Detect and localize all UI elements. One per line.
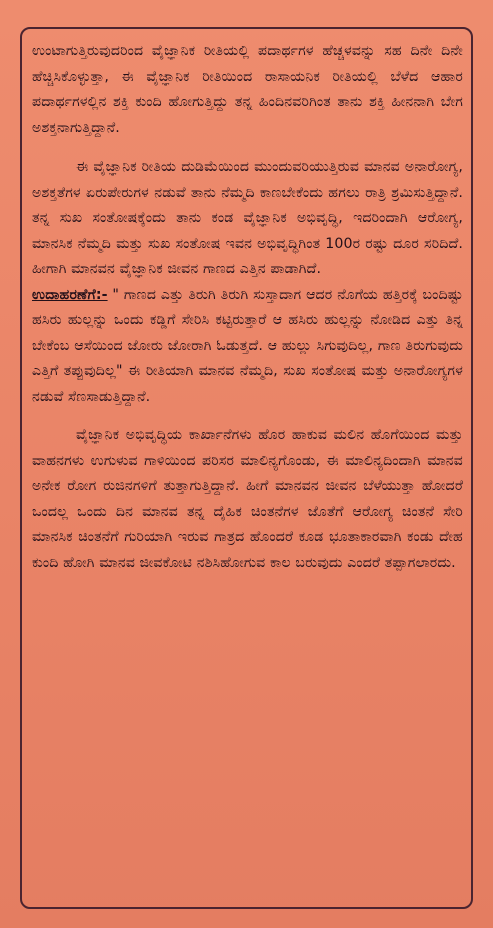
paragraph-2-text: ಈ ವೈಜ್ಞಾನಿಕ ರೀತಿಯ ದುಡಿಮೆಯಿಂದ ಮುಂದುವರಿಯುತ್ತಿರುವ ಮಾನವ ಅನಾರೋಗ್ಯ, ಅಶಕ್ತತೆಗಳ ಏರುಪೇರುಗಳ ನಡುವೆ ತಾನು ನೆಮ್ಮದಿ ಕಾಣಬೇಕೆಂದು ಹಗಲು ರಾತ್ರಿ ಶ್ರಮಿಸುತ್ತಿದ್ದಾನೆ. ತನ್ನ ಸುಖ ಸಂತೋಷಕ್ಕೆಂದು ತಾನು ಕಂಡ ವೈಜ್ಞಾನಿಕ ಅಭಿವೃದ್ಧಿ, ಇದರಿಂದಾಗಿ ಆರೋಗ್ಯ, ಮಾನಸಿಕ ನೆಮ್ಮದಿ ಮತ್ತು ಸುಖ ಸಂತೋಷ ಇವನ ಅಭಿವೃದ್ಧಿಗಿಂತ 100ರ ರಷ್ಟು ದೂರ ಸರಿದಿದೆ. ಹೀಗಾಗಿ ಮಾನವನ ವೈಜ್ಞಾನಿಕ ಜೀವನ ಗಾಣದ ಎತ್ತಿನ ಪಾಡಾಗಿದೆ.	[32, 159, 463, 277]
paragraph-4-text: ವೈಜ್ಞಾನಿಕ ಅಭಿವೃದ್ಧಿಯ ಕಾರ್ಖಾನೆಗಳು ಹೊರ ಹಾಕುವ ಮಲಿನ ಹೊಗೆಯಿಂದ ಮತ್ತು ವಾಹನಗಳು ಉಗುಳುವ ಗಾಳಿಯಿಂದ ಪರಿಸರ ಮಾಲಿನ್ಯಗೊಂಡು, ಈ ಮಾಲಿನ್ಯದಿಂದಾಗಿ ಮಾನವ ಅನೇಕ ರೋಗ ರುಜಿನಗಳಿಗೆ ತುತ್ತಾಗುತ್ತಿದ್ದಾನೆ. ಹೀಗೆ ಮಾನವನ ಜೀವನ ಬೆಳೆಯುತ್ತಾ ಹೋದರೆ ಒಂದಲ್ಲ ಒಂದು ದಿನ ಮಾನವ ತನ್ನ ದೈಹಿಕ ಚಿಂತನೆಗಳ ಜೊತೆಗೆ ಆರೋಗ್ಯ ಚಿಂತನೆ ಸೇರಿ ಮಾನಸಿಕ ಚಿಂತನೆಗೆ ಗುರಿಯಾಗಿ ಇರುವ ಗಾತ್ರದ ಹೊಂದರೆ ಕೂಡ ಭೂತಾಕಾರವಾಗಿ ಕಂಡು ದೇಹ ಕುಂದಿ ಹೋಗಿ ಮಾನವ ಜೀವಕೋಟಿ ನಶಿಸಿಹೋಗುವ ಕಾಲ ಬರುವುದು ಎಂದರೆ ತಪ್ಪಾಗಲಾರದು.	[32, 427, 463, 571]
paragraph-2	[32, 155, 463, 283]
paragraph-1-text: ಉಂಟಾಗುತ್ತಿರುವುದರಿಂದ ವೈಜ್ಞಾನಿಕ ರೀತಿಯಲ್ಲಿ ಪದಾರ್ಥಗಳ ಹೆಚ್ಚಳವನ್ನು ಸಹ ದಿನೇ ದಿನೇ ಹೆಚ್ಚಿಸಿಕೊಳ್ಳುತ್ತಾ, ಈ ವೈಜ್ಞಾನಿಕ ರೀತಿಯಿಂದ ರಾಸಾಯನಿಕ ರೀತಿಯಲ್ಲಿ ಬೆಳೆದ ಆಹಾರ ಪದಾರ್ಥಗಳಲ್ಲಿನ ಶಕ್ತಿ ಕುಂದಿ ಹೋಗುತ್ತಿದ್ದು ತನ್ನ ಹಿಂದಿನವರಿಗಿಂತ ತಾನು ಶಕ್ತಿ ಹೀನನಾಗಿ ಬೇಗ ಅಶಕ್ತನಾಗುತ್ತಿದ್ದಾನೆ.	[32, 43, 463, 136]
paragraph-3-example	[32, 283, 463, 411]
page-border-frame	[20, 27, 473, 909]
paragraph-3-text: " ಗಾಣದ ಎತ್ತು ತಿರುಗಿ ತಿರುಗಿ ಸುಸ್ತಾದಾಗ ಆದರ ನೊಗೆಯ ಹತ್ತಿರಕ್ಕೆ ಬಂದಿಷ್ಟು ಹಸಿರು ಹುಲ್ಲನ್ನು ಒಂದು ಕಡ್ಡಿಗೆ ಸೇರಿಸಿ ಕಟ್ಟಿರುತ್ತಾರೆ ಆ ಹಸಿರು ಹುಲ್ಲನ್ನು ನೋಡಿದ ಎತ್ತು ತಿನ್ನ ಬೇಕೆಂಬ ಆಸೆಯಿಂದ ಜೋರು ಜೋರಾಗಿ ಓಡುತ್ತದೆ. ಆ ಹುಲ್ಲು ಸಿಗುವುದಿಲ್ಲ, ಗಾಣ ತಿರುಗುವುದು ಎತ್ತಿಗೆ ತಪ್ಪುವುದಿಲ್ಲ" ಈ ರೀತಿಯಾಗಿ ಮಾನವ ನೆಮ್ಮದಿ, ಸುಖ ಸಂತೋಷ ಮತ್ತು ಅನಾರೋಗ್ಯಗಳ ನಡುವೆ ಸೆಣಸಾಡುತ್ತಿದ್ದಾನೆ.	[32, 286, 463, 405]
example-label: ಉದಾಹರಣೆಗೆ:-	[32, 286, 108, 303]
paragraph-1	[32, 39, 463, 141]
paragraph-4	[32, 423, 463, 576]
